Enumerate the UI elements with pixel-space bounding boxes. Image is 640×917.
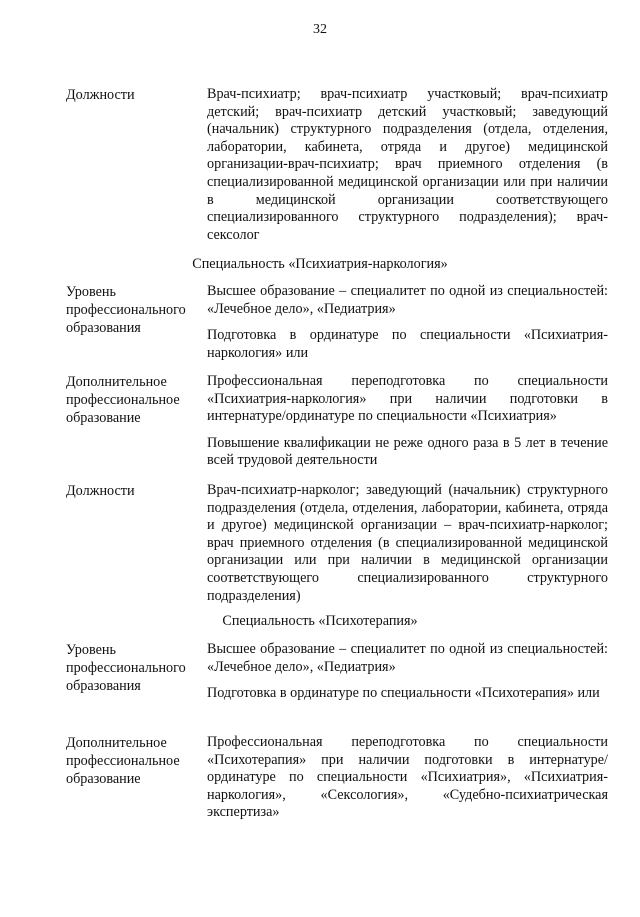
additional-education-paragraph: Профессиональная переподготовка по специальности «Психиатрия-наркология» при наличии подготовки в интернатуре/ординатуре по специальности «Психиатрия» <box>207 373 608 425</box>
education-level-label: Уровень профессионального образования <box>66 642 186 694</box>
positions-content <box>207 86 608 253</box>
page-number: 32 <box>313 22 327 37</box>
education-level-paragraph: Высшее образование – специалитет по одной из специальностей: «Лечебное дело», «Педиатрия» <box>207 641 608 675</box>
education-level-paragraph: Подготовка в ординатуре по специальности «Психиатрия-наркология» или <box>207 327 608 361</box>
education-level-paragraph: Подготовка в ординатуре по специальности «Психотерапия» или <box>207 685 600 702</box>
additional-education-label: Дополнительное профессиональное образование <box>66 735 180 787</box>
education-level-label: Уровень профессионального образования <box>66 284 186 336</box>
specialty-heading-psychotherapy: Специальность «Психотерапия» <box>222 613 418 629</box>
additional-education-paragraph: Профессиональная переподготовка по специальности «Психотерапия» при наличии подготовки в интернатуре/ординатуре по специальности «Психиатрия», «Психиатрия-наркология», «Сексология», «Судебно-психиатрическая экспертиза» <box>207 734 608 821</box>
additional-education-content <box>207 373 608 479</box>
positions-text: Врач-психиатр-нарколог; заведующий (начальник) структурного подразделения (отдела, отделения, лаборатории, кабинета, отряда и другое) медицинской организации – врач-психиатр-нарколог; врач приемного отделения (в специализированной медицинской организации или при наличии в медицинской организации соответствующего специализированного структурного подразделения) <box>207 482 608 604</box>
specialty-heading-psychiatry-narcology: Специальность «Психиатрия-наркология» <box>192 256 448 272</box>
education-level-paragraph: Высшее образование – специалитет по одной из специальностей: «Лечебное дело», «Педиатрия» <box>207 283 608 317</box>
additional-education-content <box>207 734 608 831</box>
additional-education-paragraph: Повышение квалификации не реже одного раза в 5 лет в течение всей трудовой деятельности <box>207 434 608 469</box>
positions-text: Врач-психиатр; врач-психиатр участковый; врач-психиатр детский; врач-психиатр детский участковый; заведующий (начальник) структурного подразделения (отдела, отделения, лаборатории, кабинета, отряда и другое) медицинской организации-врач-психиатр; врач приемного отделения (в специализированной медицинской организации или при наличии в медицинской организации соответствующего специализированного структурного подразделения); врач-сексолог <box>207 86 608 243</box>
additional-education-label: Дополнительное профессиональное образование <box>66 374 180 426</box>
education-level-content <box>207 283 608 371</box>
positions-content <box>207 482 608 614</box>
positions-label: Должности <box>66 483 135 499</box>
education-level-content <box>207 641 608 712</box>
positions-label: Должности <box>66 87 135 103</box>
